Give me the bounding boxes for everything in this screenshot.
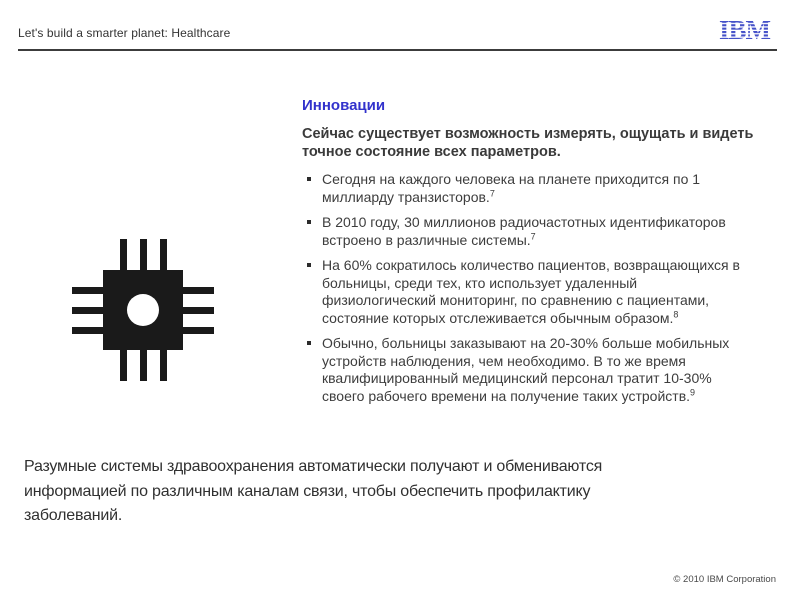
bullet-list xyxy=(302,171,750,405)
ibm-logo-icon xyxy=(719,14,775,49)
bullet-text: В 2010 году, 30 миллионов радиочастотных идентификаторов встроено в различные системы. xyxy=(322,214,726,248)
section-subtitle: Сейчас существует возможность измерять, ощущать и видеть точное состояние всех параметров. xyxy=(302,126,754,160)
bullet-marker-icon xyxy=(307,341,311,345)
footnote-ref: 9 xyxy=(690,386,696,397)
bullet-marker-icon xyxy=(307,177,311,181)
section-heading: Инновации xyxy=(302,97,386,114)
footnote-ref: 7 xyxy=(530,230,536,241)
summary-text: Разумные системы здравоохранения автоматически получают и обмениваются информацией по различным каналам связи, чтобы обеспечить профилактику заболеваний. xyxy=(24,458,603,524)
list-item xyxy=(302,257,750,327)
list-item xyxy=(302,335,750,405)
svg-text:IBM: IBM xyxy=(719,15,770,44)
bullet-marker-icon xyxy=(307,263,311,267)
copyright-notice: © 2010 IBM Corporation xyxy=(673,574,776,585)
header-divider xyxy=(18,49,777,51)
bullet-text: Сегодня на каждого человека на планете приходится по 1 миллиарду транзисторов. xyxy=(322,171,701,205)
bullet-marker-icon xyxy=(307,220,311,224)
footnote-ref: 7 xyxy=(489,187,495,198)
footnote-ref: 8 xyxy=(673,308,679,319)
bullet-text: Обычно, больницы заказывают на 20-30% больше мобильных устройств наблюдения, чем необходимо. В то же время квалифицированный медицинский персонал тратит 10-30% своего рабочего времени на получение таких устройств. xyxy=(322,335,730,404)
header-tagline: Let's build a smarter planet: Healthcare xyxy=(18,26,231,40)
bullet-text: На 60% сократилось количество пациентов, возвращающихся в больницы, среди тех, кто использует удаленный физиологический мониторинг, по сравнению с пациентами, состояние которых отслеживается обычным образом. xyxy=(322,257,740,326)
list-item xyxy=(302,214,750,249)
content-column xyxy=(302,97,762,413)
list-item xyxy=(302,171,750,206)
microchip-icon xyxy=(72,239,214,386)
